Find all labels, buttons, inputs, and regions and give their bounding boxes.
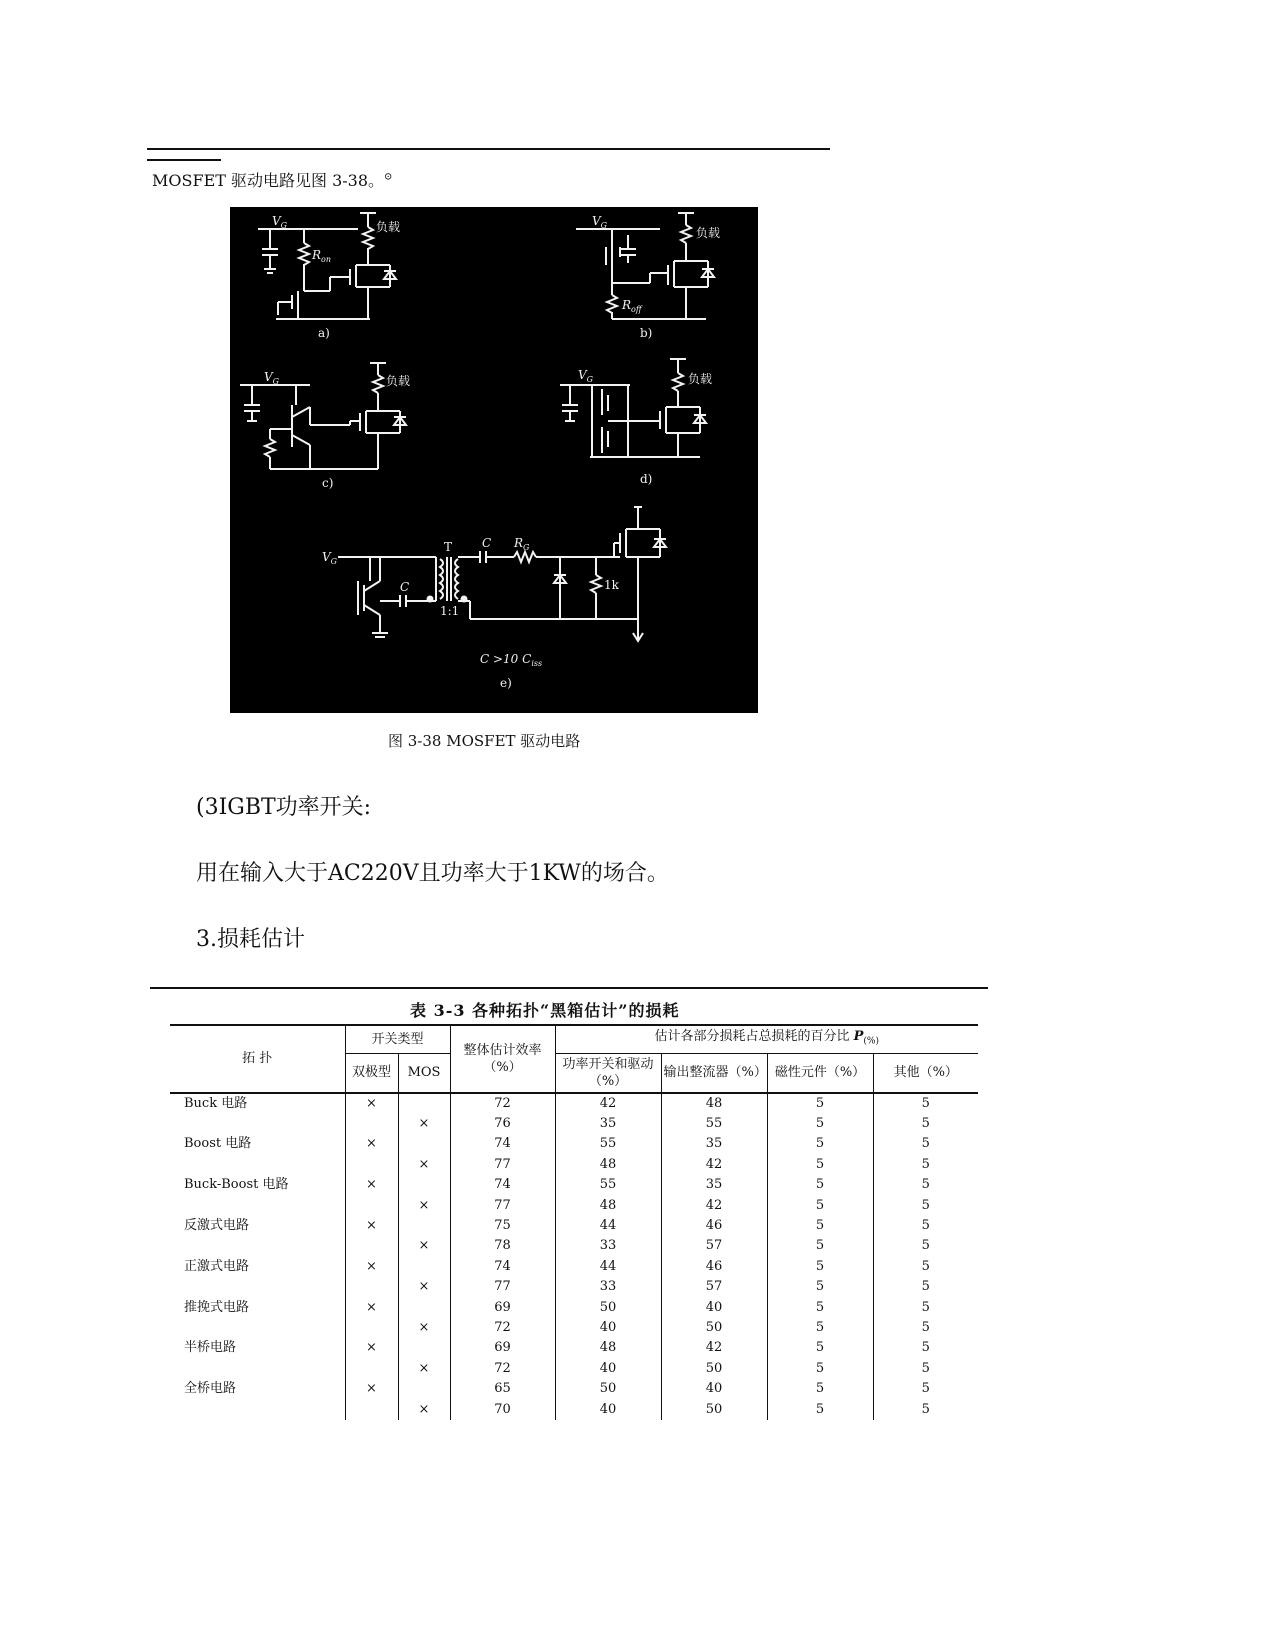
cell-other: 5 <box>873 1196 978 1216</box>
cell-switch-drive: 40 <box>555 1400 661 1420</box>
cell-mos <box>398 1175 450 1195</box>
cell-rectifier: 42 <box>661 1338 767 1358</box>
header-loss-group-text: 估计各部分损耗占总损耗的百分比 <box>654 1029 850 1044</box>
circuit-diagram <box>230 207 758 713</box>
cell-mos <box>398 1093 450 1114</box>
label-load-c: 负载 <box>386 374 411 388</box>
cell-topology: 全桥电路 <box>184 1381 237 1397</box>
note-mark: ⊙ <box>384 171 393 183</box>
cell-switch-drive: 55 <box>555 1175 661 1195</box>
loss-table-body <box>170 1093 978 1421</box>
cell-other: 5 <box>873 1400 978 1420</box>
header-loss-symbol: P <box>853 1029 864 1044</box>
cell-efficiency: 65 <box>450 1379 555 1399</box>
cell-rectifier: 40 <box>661 1379 767 1399</box>
cell-efficiency: 74 <box>450 1257 555 1277</box>
label-load-a: 负载 <box>376 220 401 234</box>
header-switch-type: 开关类型 <box>345 1025 450 1053</box>
cell-rectifier: 55 <box>661 1114 767 1134</box>
cell-switch-drive: 44 <box>555 1216 661 1236</box>
cell-topology <box>170 1236 345 1256</box>
table-row <box>170 1338 978 1358</box>
cell-efficiency: 72 <box>450 1318 555 1338</box>
label-panel-e: e) <box>500 676 512 690</box>
cell-magnetic: 5 <box>767 1257 873 1277</box>
table-row <box>170 1114 978 1134</box>
cell-efficiency: 78 <box>450 1236 555 1256</box>
cell-switch-drive: 48 <box>555 1338 661 1358</box>
cell-topology <box>170 1359 345 1379</box>
cell-switch-drive: 40 <box>555 1318 661 1338</box>
cell-switch-drive: 44 <box>555 1257 661 1277</box>
table-row <box>170 1257 978 1277</box>
cell-magnetic: 5 <box>767 1277 873 1297</box>
cell-topology <box>170 1114 345 1134</box>
cell-rectifier: 42 <box>661 1196 767 1216</box>
label-vg-b: $V_G$ <box>592 214 608 230</box>
cell-mos: × <box>398 1236 450 1256</box>
table-top-rule <box>150 987 988 989</box>
cell-switch-drive: 42 <box>555 1093 661 1114</box>
header-rectifier: 输出整流器（%） <box>661 1053 767 1093</box>
cell-mos: × <box>398 1114 450 1134</box>
cell-other: 5 <box>873 1155 978 1175</box>
label-rg: $R_G$ <box>514 536 530 552</box>
cell-magnetic: 5 <box>767 1236 873 1256</box>
header-topology: 拓 扑 <box>170 1025 345 1093</box>
cell-other: 5 <box>873 1216 978 1236</box>
cell-magnetic: 5 <box>767 1318 873 1338</box>
cell-switch-drive: 50 <box>555 1298 661 1318</box>
label-ron: $R_{on}$ <box>312 248 332 264</box>
cell-other: 5 <box>873 1257 978 1277</box>
cell-rectifier: 46 <box>661 1216 767 1236</box>
cell-topology: 推挽式电路 <box>184 1299 250 1315</box>
cell-rectifier: 57 <box>661 1236 767 1256</box>
cell-mos <box>398 1298 450 1318</box>
cell-bipolar: × <box>345 1216 398 1236</box>
label-vg-e: $V_G$ <box>322 550 338 566</box>
cell-efficiency: 77 <box>450 1155 555 1175</box>
table-row <box>170 1196 978 1216</box>
cell-other: 5 <box>873 1236 978 1256</box>
cell-topology <box>170 1155 345 1175</box>
cell-mos <box>398 1257 450 1277</box>
cell-efficiency: 75 <box>450 1216 555 1236</box>
cell-efficiency: 69 <box>450 1298 555 1318</box>
cell-rectifier: 57 <box>661 1277 767 1297</box>
cell-bipolar: × <box>345 1257 398 1277</box>
cell-mos: × <box>398 1318 450 1338</box>
cell-bipolar <box>345 1155 398 1175</box>
igbt-heading: (3IGBT功率开关: <box>196 795 372 820</box>
loss-estimate-table <box>170 1024 978 1420</box>
cell-other: 5 <box>873 1093 978 1114</box>
top-rule-short <box>147 159 221 161</box>
cell-magnetic: 5 <box>767 1093 873 1114</box>
table-row <box>170 1093 978 1114</box>
table-row <box>170 1359 978 1379</box>
cell-bipolar: × <box>345 1379 398 1399</box>
cell-topology: 半桥电路 <box>184 1340 237 1356</box>
cell-mos: × <box>398 1196 450 1216</box>
cell-magnetic: 5 <box>767 1379 873 1399</box>
cell-magnetic: 5 <box>767 1175 873 1195</box>
header-loss-symbol-sub: (%) <box>863 1036 879 1047</box>
cell-efficiency: 72 <box>450 1359 555 1379</box>
label-panel-a: a) <box>318 326 330 340</box>
cell-bipolar: × <box>345 1175 398 1195</box>
label-roff: $R_{off}$ <box>622 298 642 314</box>
cell-other: 5 <box>873 1175 978 1195</box>
cell-mos: × <box>398 1277 450 1297</box>
cell-bipolar <box>345 1400 398 1420</box>
cell-rectifier: 50 <box>661 1318 767 1338</box>
cell-rectifier: 40 <box>661 1298 767 1318</box>
cell-mos <box>398 1338 450 1358</box>
header-efficiency: 整体估计效率（%） <box>450 1025 555 1093</box>
panel-b <box>576 213 714 319</box>
cell-other: 5 <box>873 1114 978 1134</box>
cell-other: 5 <box>873 1359 978 1379</box>
cell-magnetic: 5 <box>767 1134 873 1154</box>
cell-topology <box>170 1196 345 1216</box>
cell-switch-drive: 48 <box>555 1155 661 1175</box>
cell-magnetic: 5 <box>767 1114 873 1134</box>
label-load-b: 负载 <box>696 226 721 240</box>
intro-sentence: MOSFET 驱动电路见图 3-38。 <box>152 171 385 190</box>
cell-magnetic: 5 <box>767 1338 873 1358</box>
label-load-d: 负载 <box>688 372 713 386</box>
intro-text <box>152 168 392 191</box>
cell-rectifier: 50 <box>661 1359 767 1379</box>
cell-bipolar <box>345 1114 398 1134</box>
table-title: 表 3-3 各种拓扑“黑箱估计”的损耗 <box>410 1001 680 1020</box>
label-panel-c: c) <box>322 476 334 490</box>
cell-topology <box>170 1277 345 1297</box>
table-row <box>170 1277 978 1297</box>
cell-rectifier: 50 <box>661 1400 767 1420</box>
mosfet-drive-figure <box>230 207 758 713</box>
cell-other: 5 <box>873 1134 978 1154</box>
cell-other: 5 <box>873 1379 978 1399</box>
cell-switch-drive: 33 <box>555 1236 661 1256</box>
cell-magnetic: 5 <box>767 1400 873 1420</box>
cell-bipolar <box>345 1277 398 1297</box>
cell-rectifier: 42 <box>661 1155 767 1175</box>
cell-rectifier: 35 <box>661 1134 767 1154</box>
cell-bipolar: × <box>345 1093 398 1114</box>
cell-magnetic: 5 <box>767 1155 873 1175</box>
igbt-text: 用在输入大于AC220V且功率大于1KW的场合。 <box>196 861 669 886</box>
header-mos: MOS <box>398 1053 450 1093</box>
cell-topology: 正激式电路 <box>184 1258 250 1274</box>
cell-efficiency: 77 <box>450 1196 555 1216</box>
label-condition: C >10 $C_{iss}$ <box>480 652 543 668</box>
cell-efficiency: 70 <box>450 1400 555 1420</box>
header-switch-drive: 功率开关和驱动（%） <box>555 1053 661 1093</box>
cell-efficiency: 76 <box>450 1114 555 1134</box>
figure-caption: 图 3-38 MOSFET 驱动电路 <box>388 732 581 750</box>
cell-other: 5 <box>873 1318 978 1338</box>
cell-bipolar <box>345 1236 398 1256</box>
cell-topology: Boost 电路 <box>184 1136 252 1152</box>
cell-efficiency: 74 <box>450 1134 555 1154</box>
cell-bipolar <box>345 1359 398 1379</box>
cell-mos <box>398 1379 450 1399</box>
table-row <box>170 1400 978 1420</box>
label-1k: 1k <box>604 578 619 592</box>
cell-topology <box>170 1400 345 1420</box>
cell-switch-drive: 35 <box>555 1114 661 1134</box>
header-loss-group <box>555 1025 978 1053</box>
cell-other: 5 <box>873 1338 978 1358</box>
cell-bipolar: × <box>345 1338 398 1358</box>
cell-rectifier: 35 <box>661 1175 767 1195</box>
table-row <box>170 1134 978 1154</box>
cell-bipolar <box>345 1318 398 1338</box>
cell-topology <box>170 1318 345 1338</box>
header-magnetic: 磁性元件（%） <box>767 1053 873 1093</box>
header-other: 其他（%） <box>873 1053 978 1093</box>
label-cap-2: C <box>482 536 492 550</box>
cell-efficiency: 72 <box>450 1093 555 1114</box>
cell-topology: Buck-Boost 电路 <box>184 1177 289 1193</box>
cell-switch-drive: 48 <box>555 1196 661 1216</box>
cell-magnetic: 5 <box>767 1216 873 1236</box>
cell-bipolar: × <box>345 1134 398 1154</box>
table-row <box>170 1175 978 1195</box>
panel-e <box>338 507 666 641</box>
cell-mos <box>398 1134 450 1154</box>
table-row <box>170 1155 978 1175</box>
label-vg-a: $V_G$ <box>272 214 288 230</box>
cell-topology: Buck 电路 <box>184 1095 248 1111</box>
cell-bipolar <box>345 1196 398 1216</box>
cell-magnetic: 5 <box>767 1359 873 1379</box>
label-ratio: 1:1 <box>440 604 460 618</box>
cell-mos: × <box>398 1155 450 1175</box>
cell-switch-drive: 40 <box>555 1359 661 1379</box>
cell-topology: 反激式电路 <box>184 1218 250 1234</box>
label-panel-b: b) <box>640 326 653 340</box>
cell-mos: × <box>398 1400 450 1420</box>
table-row <box>170 1236 978 1256</box>
label-vg-c: $V_G$ <box>264 370 280 386</box>
table-row <box>170 1298 978 1318</box>
cell-switch-drive: 33 <box>555 1277 661 1297</box>
cell-rectifier: 48 <box>661 1093 767 1114</box>
cell-other: 5 <box>873 1298 978 1318</box>
label-vg-d: $V_G$ <box>578 368 594 384</box>
loss-heading: 3.损耗估计 <box>196 927 305 952</box>
label-transformer: T <box>444 540 453 554</box>
cell-efficiency: 77 <box>450 1277 555 1297</box>
cell-rectifier: 46 <box>661 1257 767 1277</box>
cell-bipolar: × <box>345 1298 398 1318</box>
top-rule-long <box>147 148 830 150</box>
cell-switch-drive: 55 <box>555 1134 661 1154</box>
cell-mos: × <box>398 1359 450 1379</box>
cell-switch-drive: 50 <box>555 1379 661 1399</box>
cell-magnetic: 5 <box>767 1196 873 1216</box>
cell-efficiency: 74 <box>450 1175 555 1195</box>
cell-mos <box>398 1216 450 1236</box>
table-row <box>170 1318 978 1338</box>
label-panel-d: d) <box>640 472 653 486</box>
cell-other: 5 <box>873 1277 978 1297</box>
cell-magnetic: 5 <box>767 1298 873 1318</box>
table-row <box>170 1379 978 1399</box>
header-bipolar: 双极型 <box>345 1053 398 1093</box>
label-cap-1: C <box>400 580 410 594</box>
cell-efficiency: 69 <box>450 1338 555 1358</box>
table-row <box>170 1216 978 1236</box>
